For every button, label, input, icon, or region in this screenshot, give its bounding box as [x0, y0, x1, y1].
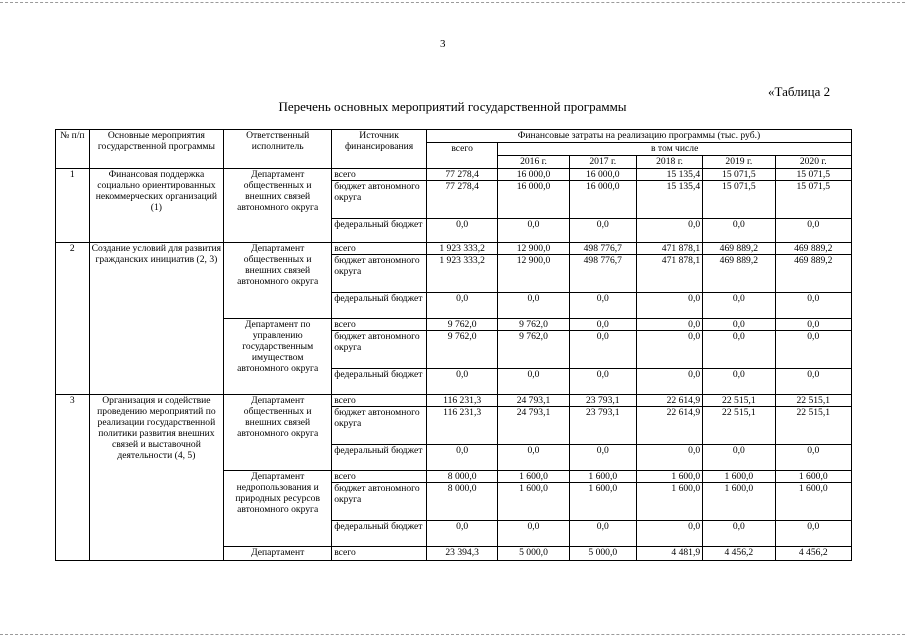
activity-name: Финансовая поддержка социально ориентированных некоммерческих организаций (1): [89, 169, 224, 243]
value-year: 0,0: [498, 445, 569, 471]
value-total: 1 923 333,2: [426, 255, 497, 293]
value-year: 0,0: [703, 293, 775, 319]
header-year: 2019 г.: [703, 156, 775, 169]
value-year: 12 900,0: [498, 255, 569, 293]
header-num: № п/п: [56, 130, 90, 169]
value-year: 15 071,5: [775, 169, 851, 181]
value-year: 0,0: [775, 219, 851, 243]
value-year: 4 456,2: [703, 547, 775, 561]
value-year: 1 600,0: [498, 483, 569, 521]
value-total: 8 000,0: [426, 471, 497, 483]
value-year: 15 135,4: [636, 169, 702, 181]
table-row: [56, 169, 852, 181]
document-title: Перечень основных мероприятий государственной программы: [278, 99, 627, 114]
value-total: 9 762,0: [426, 319, 497, 331]
scan-edge-bottom: [0, 634, 905, 635]
value-year: 24 793,1: [498, 395, 569, 407]
value-year: 0,0: [569, 319, 636, 331]
funding-source: федеральный бюджет: [332, 293, 427, 319]
activities-table: [55, 129, 852, 561]
value-year: 1 600,0: [569, 483, 636, 521]
value-year: 1 600,0: [775, 471, 851, 483]
value-year: 0,0: [636, 293, 702, 319]
header-source: Источник финансирования: [332, 130, 427, 169]
value-year: 469 889,2: [775, 243, 851, 255]
value-year: 24 793,1: [498, 407, 569, 445]
value-year: 22 614,9: [636, 407, 702, 445]
value-year: 0,0: [569, 521, 636, 547]
value-year: 16 000,0: [498, 181, 569, 219]
header-activity: Основные мероприятия государственной программы: [89, 130, 224, 169]
row-number: 3: [56, 395, 90, 561]
funding-source: всего: [332, 169, 427, 181]
value-year: 15 071,5: [775, 181, 851, 219]
value-year: 12 900,0: [498, 243, 569, 255]
header-year: 2020 г.: [775, 156, 851, 169]
header-year: 2016 г.: [498, 156, 569, 169]
value-year: 1 600,0: [703, 483, 775, 521]
responsible-executor: Департамент общественных и внешних связей автономного округа: [224, 169, 332, 243]
value-year: 0,0: [498, 369, 569, 395]
value-year: 0,0: [569, 445, 636, 471]
value-year: 0,0: [775, 521, 851, 547]
funding-source: всего: [332, 319, 427, 331]
table-label: «Таблица 2: [768, 84, 831, 99]
funding-source: федеральный бюджет: [332, 369, 427, 395]
value-year: 1 600,0: [569, 471, 636, 483]
value-year: 0,0: [636, 369, 702, 395]
value-year: 23 793,1: [569, 407, 636, 445]
value-year: 22 515,1: [703, 395, 775, 407]
value-year: 0,0: [775, 369, 851, 395]
value-total: 8 000,0: [426, 483, 497, 521]
value-total: 1 923 333,2: [426, 243, 497, 255]
value-year: 498 776,7: [569, 255, 636, 293]
value-year: 0,0: [569, 331, 636, 369]
value-year: 0,0: [636, 319, 702, 331]
value-year: 1 600,0: [498, 471, 569, 483]
funding-source: бюджет автономного округа: [332, 331, 427, 369]
value-total: 0,0: [426, 219, 497, 243]
value-year: 0,0: [569, 293, 636, 319]
value-year: 1 600,0: [636, 471, 702, 483]
funding-source: всего: [332, 471, 427, 483]
value-year: 9 762,0: [498, 319, 569, 331]
responsible-executor: Департамент общественных и внешних связей автономного округа: [224, 243, 332, 319]
value-total: 0,0: [426, 521, 497, 547]
funding-source: всего: [332, 547, 427, 561]
value-year: 0,0: [636, 445, 702, 471]
value-year: 5 000,0: [569, 547, 636, 561]
value-year: 1 600,0: [703, 471, 775, 483]
funding-source: федеральный бюджет: [332, 445, 427, 471]
value-year: 0,0: [775, 445, 851, 471]
activity-name: Создание условий для развития гражданских инициатив (2, 3): [89, 243, 224, 395]
value-total: 77 278,4: [426, 169, 497, 181]
value-total: 23 394,3: [426, 547, 497, 561]
value-year: 0,0: [498, 293, 569, 319]
value-total: 116 231,3: [426, 395, 497, 407]
header-executor: Ответственный исполнитель: [224, 130, 332, 169]
funding-source: всего: [332, 243, 427, 255]
funding-source: федеральный бюджет: [332, 521, 427, 547]
responsible-executor: Департамент общественных и внешних связей автономного округа: [224, 395, 332, 471]
value-total: 0,0: [426, 293, 497, 319]
header-row-1: [56, 130, 852, 143]
value-total: 0,0: [426, 369, 497, 395]
value-year: 22 515,1: [775, 395, 851, 407]
funding-source: бюджет автономного округа: [332, 407, 427, 445]
value-year: 15 135,4: [636, 181, 702, 219]
value-year: 9 762,0: [498, 331, 569, 369]
value-total: 116 231,3: [426, 407, 497, 445]
scan-edge-top: [0, 2, 905, 3]
page-number: 3: [440, 38, 446, 50]
responsible-executor: Департамент по управлению государственным имуществом автономного округа: [224, 319, 332, 395]
value-year: 0,0: [636, 331, 702, 369]
header-total: всего: [426, 143, 497, 169]
value-year: 471 878,1: [636, 255, 702, 293]
funding-source: бюджет автономного округа: [332, 483, 427, 521]
table-row: [56, 395, 852, 407]
header-including: в том числе: [498, 143, 852, 156]
value-year: 0,0: [569, 369, 636, 395]
value-total: 77 278,4: [426, 181, 497, 219]
row-number: 2: [56, 243, 90, 395]
value-year: 16 000,0: [569, 169, 636, 181]
value-year: 0,0: [498, 521, 569, 547]
value-year: 1 600,0: [775, 483, 851, 521]
value-year: 22 515,1: [775, 407, 851, 445]
value-year: 15 071,5: [703, 169, 775, 181]
value-year: 0,0: [775, 293, 851, 319]
value-year: 0,0: [703, 521, 775, 547]
value-year: 498 776,7: [569, 243, 636, 255]
value-year: 5 000,0: [498, 547, 569, 561]
value-year: 469 889,2: [703, 255, 775, 293]
value-year: 0,0: [498, 219, 569, 243]
value-year: 0,0: [636, 521, 702, 547]
value-total: 0,0: [426, 445, 497, 471]
value-year: 0,0: [703, 331, 775, 369]
value-year: 16 000,0: [498, 169, 569, 181]
value-year: 0,0: [636, 219, 702, 243]
table-row: [56, 243, 852, 255]
header-financing: Финансовые затраты на реализацию программы (тыс. руб.): [426, 130, 851, 143]
funding-source: бюджет автономного округа: [332, 181, 427, 219]
row-number: 1: [56, 169, 90, 243]
value-year: 0,0: [775, 331, 851, 369]
value-year: 15 071,5: [703, 181, 775, 219]
funding-source: бюджет автономного округа: [332, 255, 427, 293]
activity-name: Организация и содействие проведению мероприятий по реализации государственной политики развития внешних связей и выставочной деятельности (4, 5): [89, 395, 224, 561]
value-year: 0,0: [703, 219, 775, 243]
value-year: 471 878,1: [636, 243, 702, 255]
value-year: 22 515,1: [703, 407, 775, 445]
value-year: 16 000,0: [569, 181, 636, 219]
funding-source: федеральный бюджет: [332, 219, 427, 243]
header-year: 2017 г.: [569, 156, 636, 169]
value-year: 0,0: [703, 445, 775, 471]
value-year: 0,0: [703, 369, 775, 395]
value-year: 469 889,2: [775, 255, 851, 293]
responsible-executor: Департамент недропользования и природных ресурсов автономного округа: [224, 471, 332, 547]
value-year: 0,0: [703, 319, 775, 331]
value-year: 469 889,2: [703, 243, 775, 255]
value-year: 1 600,0: [636, 483, 702, 521]
value-year: 0,0: [775, 319, 851, 331]
value-total: 9 762,0: [426, 331, 497, 369]
header-year: 2018 г.: [636, 156, 702, 169]
value-year: 4 481,9: [636, 547, 702, 561]
value-year: 22 614,9: [636, 395, 702, 407]
value-year: 4 456,2: [775, 547, 851, 561]
value-year: 23 793,1: [569, 395, 636, 407]
funding-source: всего: [332, 395, 427, 407]
responsible-executor: Департамент: [224, 547, 332, 561]
value-year: 0,0: [569, 219, 636, 243]
